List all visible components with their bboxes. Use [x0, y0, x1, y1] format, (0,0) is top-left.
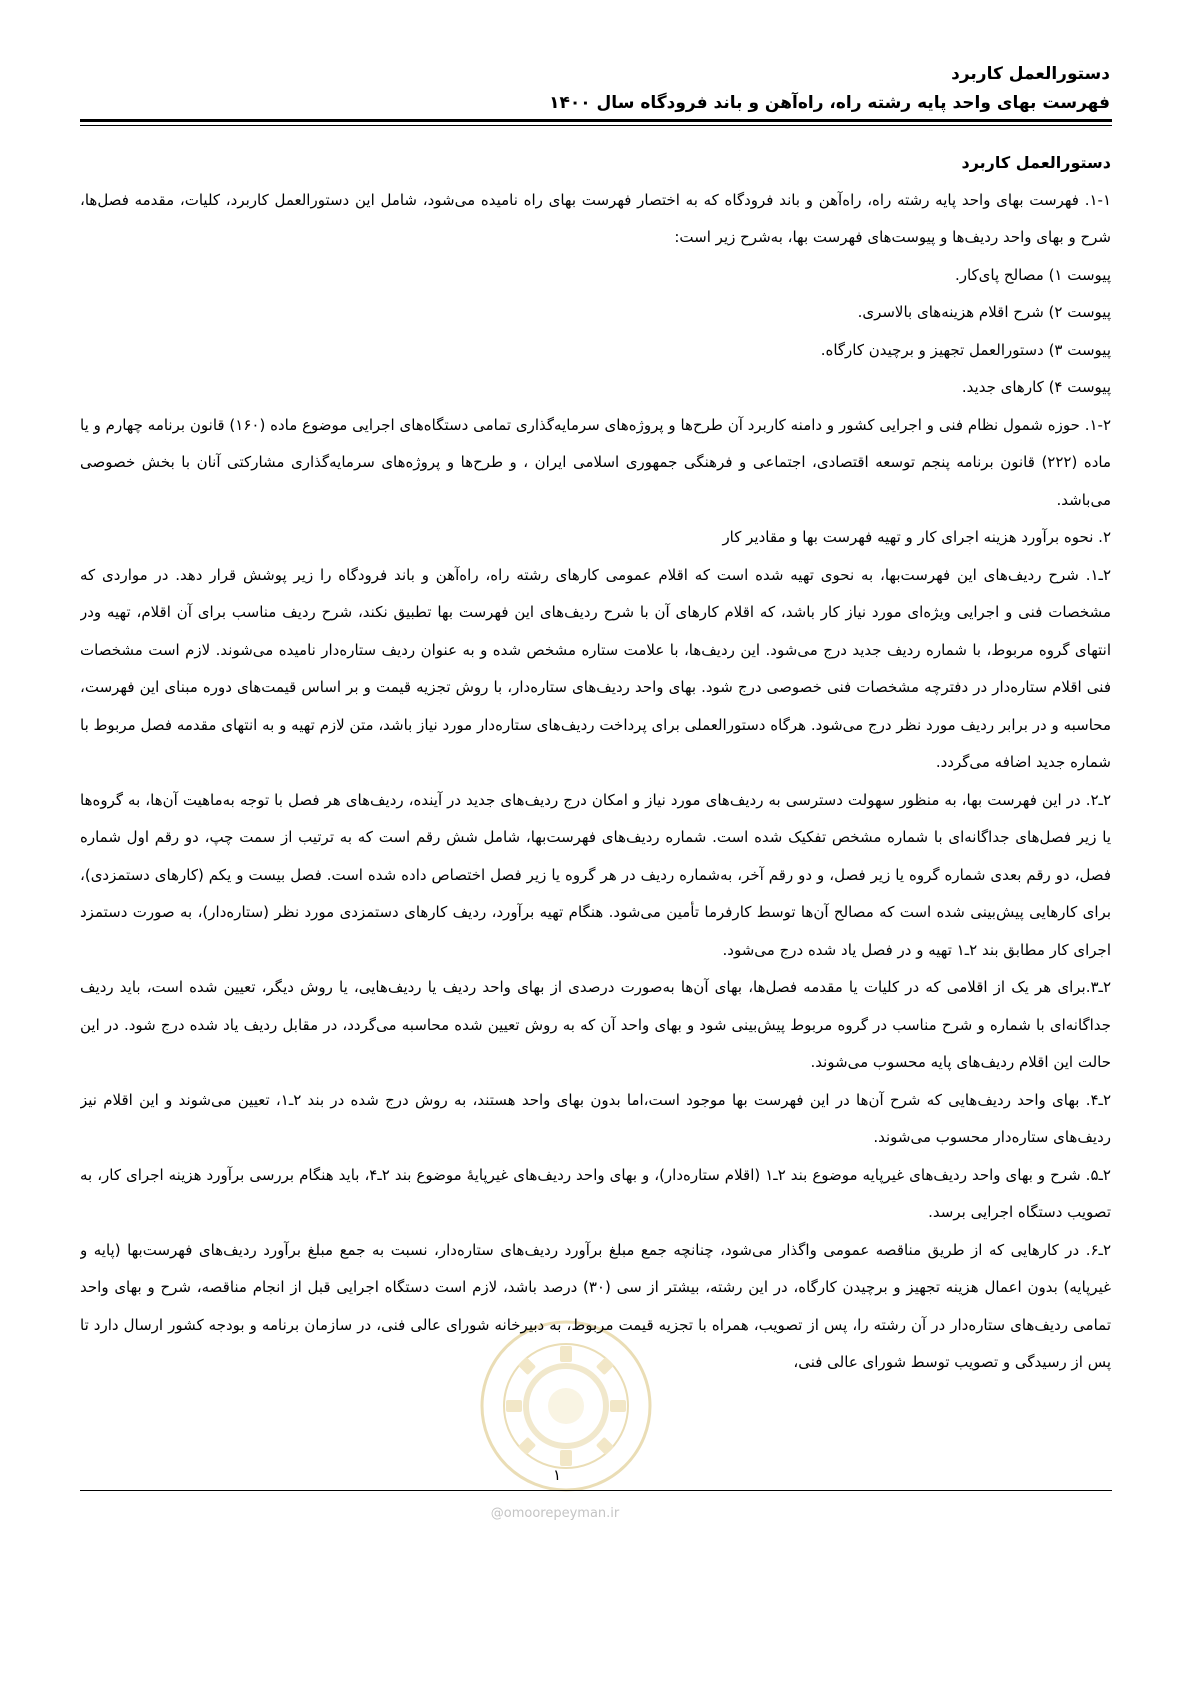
running-header	[80, 60, 1110, 118]
clause-2-6: ۲ـ۶. در کارهایی که از طریق مناقصه عمومی واگذار می‌شود، چنانچه جمع مبلغ برآورد ردیف‌های ستاره‌دار، نسبت به جمع مبلغ برآورد ردیف‌های فهرست‌بها (پایه و غیرپایه) بدون اعمال هزینه تجهیز و برچیدن کارگاه، در این رشته، بیشتر از سی (۳۰) درصد باشد، لازم است دستگاه اجرایی قبل از انجام مناقصه، شرح و بهای واحد تمامی ردیف‌های ستاره‌دار در آن رشته را، پس از تصویب، همراه با تجزیه قیمت مربوط، به دبیرخانه شورای عالی فنی، در سازمان برنامه و بودجه کشور ارسال دارد تا پس از رسیدگی و تصویب توسط شورای عالی فنی،	[80, 1240, 1111, 1371]
appendix-item-3: پیوست ۳) دستورالعمل تجهیز و برچیدن کارگاه.	[820, 340, 1111, 359]
clause-2-4: ۲ـ۴. بهای واحد ردیف‌هایی که شرح آن‌ها در این فهرست بها موجود است،اما بدون بهای واحد هستند، به روش درج شده در بند ۲ـ۱، تعیین می‌شوند و این اقلام نیز ردیف‌های ستاره‌دار محسوب می‌شوند.	[80, 1090, 1111, 1146]
section-2-heading: ۲. نحوه برآورد هزینه اجرای کار و تهیه فهرست بها و مقادیر کار	[722, 528, 1111, 546]
section-title: دستورالعمل کاربرد	[961, 153, 1111, 172]
appendix-item-1: پیوست ۱) مصالح پای‌کار.	[954, 265, 1111, 284]
header-rule-thick	[80, 119, 1112, 122]
clause-2-2: ۲ـ۲. در این فهرست بها، به منظور سهولت دسترسی به ردیف‌های مورد نیاز و امکان درج ردیف‌های جدید در آینده، ردیف‌های هر فصل با توجه به‌ماهیت آن‌ها، به گروه‌ها یا زیر فصل‌های جداگانه‌ای با شماره مشخص تفکیک شده است. شماره ردیف‌های فهرست‌بها، شامل شش رقم است که به ترتیب از سمت چپ، دو رقم اول شماره فصل، دو رقم بعدی شماره گروه یا زیر فصل، و دو رقم آخر، به‌شماره ردیف در هر گروه یا زیر فصل اختصاص داده شده است. فصل بیست و یکم (کارهای دستمزدی)، برای کارهایی پیش‌بینی شده است که مصالح آن‌ها توسط کارفرما تأمین می‌شود. هنگام تهیه برآورد، ردیف کارهای دستمزدی مورد نظر (ستاره‌دار)، به صورت دستمزد اجرای کار مطابق بند ۲ـ۱ تهیه و در فصل یاد شده درج می‌شود.	[80, 790, 1111, 959]
clause-2-1: ۲ـ۱. شرح ردیف‌های این فهرست‌بها، به نحوی تهیه شده است که اقلام عمومی کارهای رشته راه، راه‌آهن و باند فرودگاه را زیر پوشش قرار دهد. در مواردی که مشخصات فنی و اجرایی ویژه‌ای مورد نیاز کار باشد، که اقلام کارهای آن با شرح ردیف‌های این فهرست بها تطبیق نکند، شرح ردیف مناسب برای آن اقلام، تهیه ودر انتهای گروه مربوط، با شماره ردیف جدید درج می‌شود. این ردیف‌ها، با علامت ستاره مشخص شده و به عنوان ردیف ستاره‌دار نامیده می‌شوند. لازم است مشخصات فنی اقلام ستاره‌دار در دفترچه مشخصات فنی خصوصی درج شود. بهای واحد ردیف‌های ستاره‌دار، با روش تجزیه قیمت و بر اساس قیمت‌های دوره مبنای این فهرست، محاسبه و در برابر ردیف مورد نظر درج می‌شود. هرگاه دستورالعملی برای پرداخت ردیف‌های ستاره‌دار مورد نیاز باشد، متن لازم تهیه و به انتهای مقدمه فصل مربوط با شماره جدید اضافه می‌گردد.	[80, 565, 1111, 771]
clause-2-5: ۲ـ۵. شرح و بهای واحد ردیف‌های غیرپایه موضوع بند ۲ـ۱ (اقلام ستاره‌دار)، و بهای واحد ردیف‌های غیرپایهٔ موضوع بند ۲ـ۴، باید هنگام بررسی برآورد هزینه اجرای کار، به تصویب دستگاه اجرایی برسد.	[80, 1165, 1111, 1221]
document-body	[80, 144, 1111, 1460]
clause-1-1: ۱-۱. فهرست بهای واحد پایه رشته راه، راه‌آهن و باند فرودگاه که به اختصار فهرست بهای راه نامیده می‌شود، شامل این دستورالعمل کاربرد، کلیات، مقدمه فصل‌ها، شرح و بهای واحد ردیف‌ها و پیوست‌های فهرست بها، به‌شرح زیر است:	[80, 190, 1111, 246]
clause-2-3: ۲ـ۳.برای هر یک از اقلامی که در کلیات یا مقدمه فصل‌ها، بهای آن‌ها به‌صورت درصدی از بهای واحد ردیف یا ردیف‌هایی، یا روش دیگر، تعیین شده است، باید ردیف جداگانه‌ای با شماره و شرح مناسب در گروه مربوط پیش‌بینی شود و بهای واحد آن که به روش تعیین شده محاسبه می‌گردد، در مقابل ردیف یاد شده درج شود. در این حالت این اقلام ردیف‌های پایه محسوب می‌شوند.	[80, 978, 1111, 1071]
header-rule-thin	[80, 125, 1112, 126]
footer-watermark-text: @omoorepeyman.ir	[490, 1506, 620, 1521]
appendix-item-4: پیوست ۴) کارهای جدید.	[961, 378, 1111, 396]
appendix-item-2: پیوست ۲) شرح اقلام هزینه‌های بالاسری.	[857, 303, 1111, 321]
header-subtitle: فهرست بهای واحد پایه رشته راه، راه‌آهن و باند فرودگاه سال ۱۴۰۰	[549, 93, 1110, 113]
footer-rule	[80, 1490, 1112, 1491]
header-title: دستورالعمل کاربرد	[951, 64, 1110, 84]
page-number: ۱	[552, 1466, 562, 1484]
clause-1-2: ۱-۲. حوزه شمول نظام فنی و اجرایی کشور و دامنه کاربرد آن طرح‌ها و پروژه‌های سرمایه‌گذاری تمامی دستگاه‌های اجرایی موضوع ماده (۱۶۰) قانون برنامه چهارم و یا ماده (۲۲۲) قانون برنامه پنجم توسعه اقتصادی، اجتماعی و فرهنگی جمهوری اسلامی ایران ، و طرح‌ها و پروژه‌های سرمایه‌گذاری مشارکتی آنان با بخش خصوصی می‌باشد.	[80, 415, 1111, 509]
